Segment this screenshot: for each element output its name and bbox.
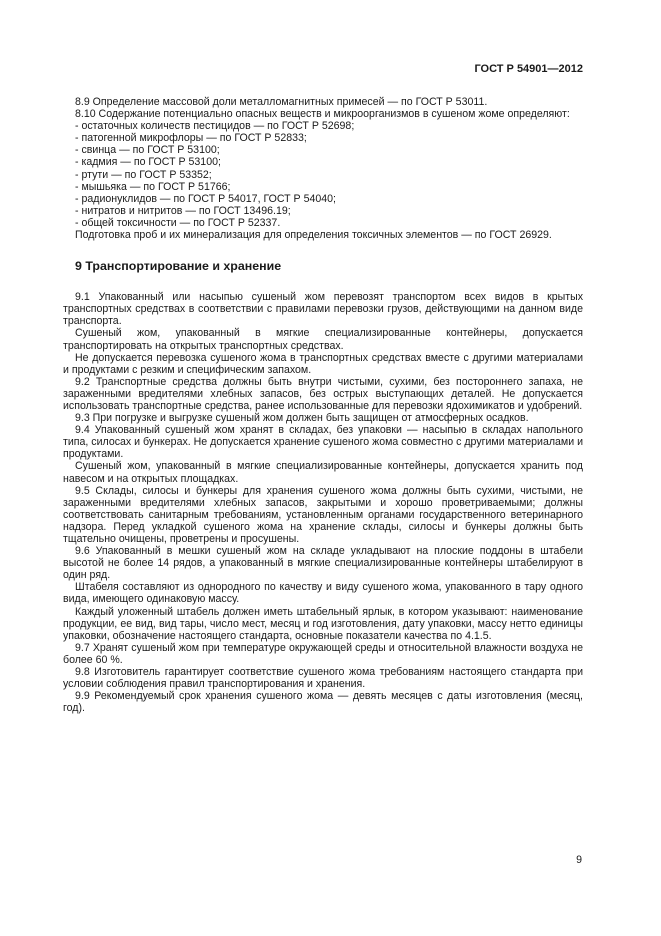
hazard-method-list bbox=[63, 120, 583, 229]
list-item: - патогенной микрофлоры — по ГОСТ Р 52833; bbox=[75, 132, 583, 144]
paragraph: Штабеля составляют из однородного по качеству и виду сушеного жома, упакованного в тару одного вида, имеющего одинаковую массу. bbox=[63, 581, 583, 606]
sample-prep-paragraph: Подготовка проб и их минерализация для определения токсичных элементов — по ГОСТ 26929. bbox=[75, 229, 552, 242]
list-item: - нитратов и нитритов — по ГОСТ 13496.19; bbox=[75, 205, 583, 217]
section-9-heading: 9 Транспортирование и хранение bbox=[75, 259, 282, 274]
list-item: - свинца — по ГОСТ Р 53100; bbox=[75, 144, 583, 156]
list-item: - общей токсичности — по ГОСТ Р 52337. bbox=[75, 217, 583, 229]
paragraph: 9.1 Упакованный или насыпью сушеный жом перевозят транспортом всех видов в крытых транспортных средствах в соответствии с правилами перевозки грузов, действующими на данном виде транспорта. bbox=[63, 291, 583, 328]
paragraph: 9.9 Рекомендуемый срок хранения сушеного жома — девять месяцев с даты изготовления (месяц, год). bbox=[63, 690, 583, 715]
list-item: - ртути — по ГОСТ Р 53352; bbox=[75, 169, 583, 181]
paragraph: Сушеный жом, упакованный в мягкие специализированные контейнеры, допускается транспортировать на открытых транспортных средствах. bbox=[63, 327, 583, 352]
paragraph: 9.7 Хранят сушеный жом при температуре окружающей среды и относительной влажности воздуха не более 60 %. bbox=[63, 641, 583, 666]
page-number: 9 bbox=[576, 854, 582, 866]
paragraph: 9.8 Изготовитель гарантирует соответствие сушеного жома требованиям настоящего стандарта при условии соблюдения правил транспортирования и хранения. bbox=[63, 666, 583, 691]
paragraph: Сушеный жом, упакованный в мягкие специализированные контейнеры, допускается хранить под навесом и на открытых площадках. bbox=[63, 460, 583, 485]
list-item: - мышьяка — по ГОСТ Р 51766; bbox=[75, 181, 583, 193]
list-item: - радионуклидов — по ГОСТ Р 54017, ГОСТ Р 54040; bbox=[75, 193, 583, 205]
document-id-header: ГОСТ Р 54901—2012 bbox=[474, 63, 583, 75]
paragraph: Каждый уложенный штабель должен иметь штабельный ярлык, в котором указывают: наименование продукции, ее вид, вид тары, число мест, месяц и год изготовления, дату упаковки, массу нетто единицы упаковки, обозначение настоящего стандарта, основные показатели качества по 4.1.5. bbox=[63, 605, 583, 642]
page-content bbox=[63, 96, 583, 714]
paragraph: Не допускается перевозка сушеного жома в транспортных средствах вместе с другими материалами и продуктами с резким и специфическим запахом. bbox=[63, 351, 583, 376]
paragraph: 9.6 Упакованный в мешки сушеный жом на складе укладывают на плоские поддоны в штабели высотой не более 14 рядов, а упакованный в мягкие специализированные контейнеры штабелируют в один ряд. bbox=[63, 545, 583, 582]
list-item: - кадмия — по ГОСТ Р 53100; bbox=[75, 156, 583, 168]
paragraph: 9.3 При погрузке и выгрузке сушеный жом должен быть защищен от атмосферных осадков. bbox=[75, 412, 529, 425]
clause-8-9: 8.9 Определение массовой доли металломагнитных примесей — по ГОСТ Р 53011. bbox=[75, 96, 488, 108]
paragraph: 9.4 Упакованный сушеный жом хранят в складах, без упаковки — насыпью в складах напольного типа, силосах и бункерах. Не допускается хранение сушеного жома совместно с другими материалами и продуктами. bbox=[63, 424, 583, 461]
paragraph: 9.5 Склады, силосы и бункеры для хранения сушеного жома должны быть сухими, чистыми, не зараженными вредителями хлебных запасов, закрытыми и хорошо проветриваемыми; должны соответствовать санитарным требованиям, установленным органами государственного ветеринарного надзора. Перед укладкой сушеного жома на хранение склады, силосы и бункеры должны быть тщательно очищены, проветрены и просушены. bbox=[63, 484, 583, 545]
paragraph: 9.2 Транспортные средства должны быть внутри чистыми, сухими, без постороннего запаха, не зараженными вредителями хлебных запасов, без острых выступающих деталей. Не допускается использовать транспортные средства, ранее использованные для перевозки ядохимикатов и удобрений. bbox=[63, 375, 583, 412]
clause-8-10: 8.10 Содержание потенциально опасных веществ и микроорганизмов в сушеном жоме определяют: bbox=[75, 108, 570, 121]
list-item: - остаточных количеств пестицидов — по ГОСТ Р 52698; bbox=[75, 120, 583, 132]
